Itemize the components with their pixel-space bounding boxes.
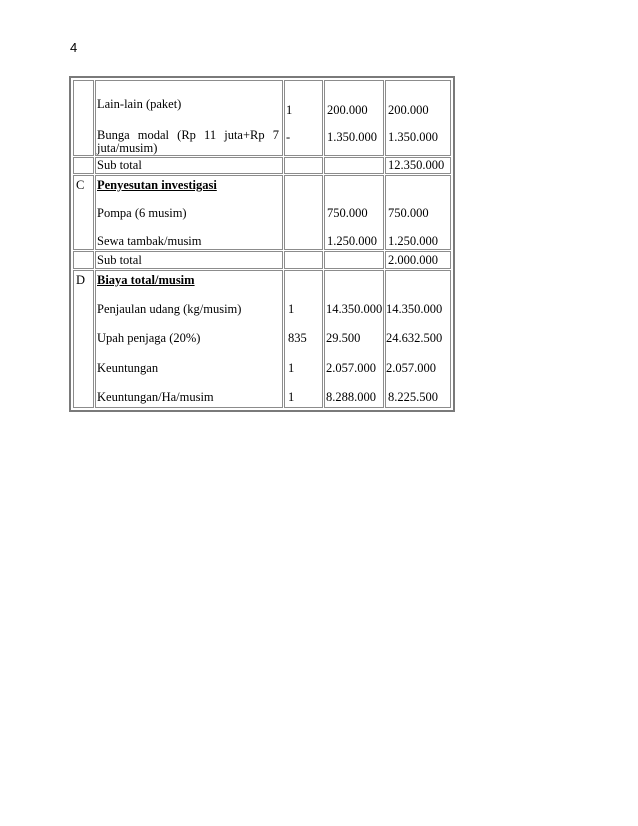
item-cell — [95, 270, 283, 408]
total-value: 1.350.000 — [388, 130, 438, 144]
qty-cell — [284, 251, 323, 269]
qty-cell — [284, 80, 323, 156]
section-code: D — [76, 273, 86, 287]
code-cell — [73, 80, 94, 156]
section-code-cell — [73, 270, 94, 408]
subtotal-value-cell — [385, 157, 451, 174]
qty-value: 1 — [288, 361, 295, 375]
section-code-cell — [73, 175, 94, 250]
item-cell — [95, 80, 283, 156]
total-cell — [385, 270, 451, 408]
price-value: 200.000 — [327, 103, 368, 117]
item-label: Bunga modal (Rp 11 juta+Rp 7 juta/musim) — [97, 128, 279, 155]
item-label: Keuntungan/Ha/musim — [97, 390, 214, 404]
price-value: 1.250.000 — [327, 234, 377, 248]
section-title: Penyesutan investigasi — [97, 178, 217, 192]
page-number: 4 — [70, 40, 78, 55]
total-value: 8.225.500 — [388, 390, 438, 404]
total-value: 200.000 — [388, 103, 429, 117]
code-cell — [73, 157, 94, 174]
total-value: 750.000 — [388, 206, 429, 220]
item-cell — [95, 175, 283, 250]
price-value: 750.000 — [327, 206, 368, 220]
qty-cell — [284, 175, 323, 250]
price-value: 14.350.000 — [326, 302, 383, 316]
item-label: Pompa (6 musim) — [97, 206, 187, 220]
total-value: 1.250.000 — [388, 234, 438, 248]
total-cell — [385, 80, 451, 156]
section-code: C — [76, 178, 85, 192]
section-title: Biaya total/musim — [97, 273, 195, 287]
total-value: 24.632.500 — [386, 331, 443, 345]
price-cell — [324, 270, 384, 408]
item-label: Upah penjaga (20%) — [97, 331, 201, 345]
total-value: 2.057.000 — [386, 361, 436, 375]
subtotal-label-cell — [95, 251, 283, 269]
subtotal-label: Sub total — [97, 158, 142, 172]
total-value: 14.350.000 — [386, 302, 443, 316]
price-value: 29.500 — [326, 331, 361, 345]
price-value: 1.350.000 — [327, 130, 377, 144]
qty-value: 1 — [288, 390, 295, 404]
price-cell — [324, 157, 384, 174]
qty-value: 835 — [288, 331, 307, 345]
qty-value: 1 — [288, 302, 295, 316]
qty-cell — [284, 270, 323, 408]
price-cell — [324, 80, 384, 156]
qty-cell — [284, 157, 323, 174]
price-cell — [324, 251, 384, 269]
qty-value: 1 — [286, 103, 293, 117]
subtotal-label-cell — [95, 157, 283, 174]
item-label: Penjaulan udang (kg/musim) — [97, 302, 242, 316]
price-value: 8.288.000 — [326, 390, 376, 404]
price-value: 2.057.000 — [326, 361, 376, 375]
qty-value: - — [286, 130, 291, 144]
price-cell — [324, 175, 384, 250]
item-label: Keuntungan — [97, 361, 159, 375]
item-label: Lain-lain (paket) — [97, 97, 182, 111]
subtotal-label: Sub total — [97, 253, 142, 267]
subtotal-value: 12.350.000 — [388, 158, 445, 172]
item-label: Sewa tambak/musim — [97, 234, 202, 248]
subtotal-value-cell — [385, 251, 451, 269]
total-cell — [385, 175, 451, 250]
cost-table — [69, 76, 455, 412]
subtotal-value: 2.000.000 — [388, 253, 438, 267]
code-cell — [73, 251, 94, 269]
